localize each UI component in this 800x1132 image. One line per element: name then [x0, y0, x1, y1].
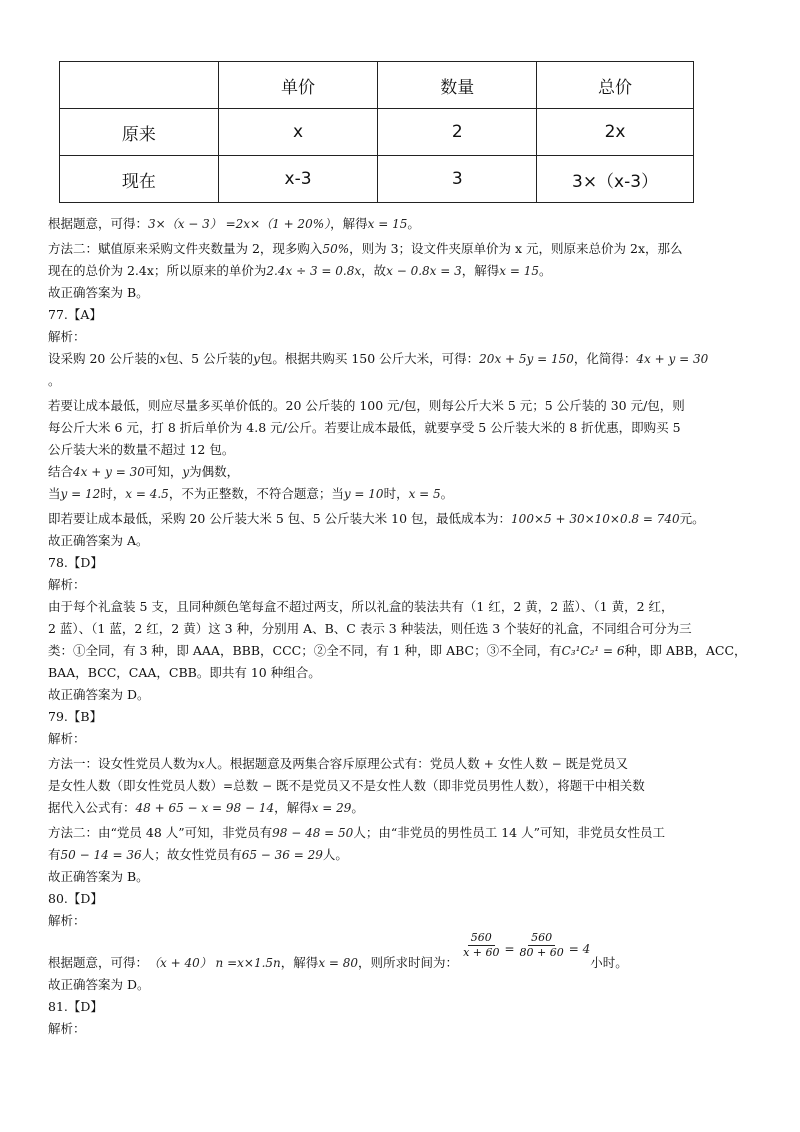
text-line [48, 238, 758, 260]
text-run: 。 [407, 216, 420, 231]
math-run: x = 15 [367, 217, 408, 231]
math-run: （x + 40） n =x×1.5n [148, 956, 281, 970]
text-run: ，不为正整数，不符合题意；当 [168, 486, 344, 501]
text-line [48, 530, 758, 552]
math-run: 65 − 36 = 29 [241, 848, 323, 862]
text-line [48, 706, 758, 728]
math-run: C₃¹C₂¹ = 6 [561, 644, 625, 658]
text-run: ，化简得： [573, 351, 637, 366]
text-run: 是女性人数（即女性党员人数） [48, 778, 224, 793]
fraction-numerator: 560 [528, 931, 555, 946]
text-run: 78.【D】 [48, 555, 103, 570]
text-run: 若要让成本最低，则应尽量多买单价低的。20 公斤装的 100 元/包，则每公斤大米 5 元；5 公斤装的 30 元/包，则 [48, 398, 685, 413]
text-run: 故正确答案为 D。 [48, 977, 150, 992]
table-cell: x-3 [218, 156, 378, 203]
text-line [48, 974, 758, 996]
math-run: 2.4x ÷ 3 = 0.8x [266, 264, 362, 278]
text-line [48, 888, 758, 910]
text-run: ，则所求时间为： [358, 955, 459, 970]
text-run: 每公斤大米 6 元，打 8 折后单价为 4.8 元/公斤。若要让成本最低，就要享受 5 公斤装大米的 8 折优惠，即购买 5 [48, 420, 681, 435]
table-cell: 3 [378, 156, 537, 203]
text-run: 79.【B】 [48, 709, 103, 724]
fraction-numerator: 560 [468, 931, 495, 946]
math-run: y = 10 [343, 487, 384, 501]
text-run: 类：①全同，有 3 种，即 AAA，BBB，CCC；②全不同，有 1 种，即 ABC；③不全同，有 [48, 643, 562, 658]
text-run: 。 [539, 263, 552, 278]
text-run: 即若要让成本最低，采购 20 公斤装大米 5 包、5 公斤装大米 10 包，最低成本为： [48, 511, 512, 526]
text-run: ，解得 [330, 216, 368, 231]
text-line [48, 439, 758, 461]
text-run: 为偶数， [189, 464, 240, 479]
table-cell: 2x [537, 109, 694, 156]
math-run: 50% [322, 242, 350, 256]
text-line [48, 483, 758, 505]
text-run: 解析： [48, 1021, 86, 1036]
text-run: ，则为 3；设文件夹原单价为 x 元，则原来总价为 2x，那么 [349, 241, 683, 256]
text-run: 77.【A】 [48, 307, 102, 322]
math-run: 4x + y = 30 [73, 465, 145, 479]
table-header-row [60, 62, 694, 109]
text-line [48, 996, 758, 1018]
table-header-unit-price: 单价 [218, 62, 378, 109]
math-run: x = 80 [318, 956, 359, 970]
math-run: 48 + 65 − x = 98 − 14 [135, 801, 275, 815]
text-line [48, 728, 758, 750]
math-run: x = 29 [311, 801, 352, 815]
math-run: 3×（x − 3） =2x×（1 + 20%） [148, 217, 331, 231]
solution-lines [48, 213, 758, 932]
solution-tail [48, 974, 758, 1040]
math-run: + [483, 757, 498, 771]
text-line [48, 797, 758, 819]
table-header-quantity: 数量 [378, 62, 537, 109]
text-run: 81.【D】 [48, 999, 103, 1014]
text-run: ，解得 [461, 263, 500, 278]
table-cell: 2 [378, 109, 537, 156]
text-run: 。 [351, 800, 364, 815]
text-line [48, 1018, 758, 1040]
text-run: 现在的总价为 2.4x；所以原来的单价为 [48, 263, 267, 278]
text-run: 方法二：赋值原来采购文件夹数量为 2，现多购入 [48, 241, 323, 256]
text-line [48, 910, 758, 932]
text-run: 公斤装大米的数量不超过 12 包。 [48, 442, 235, 457]
fraction-denominator: x + 60 [463, 946, 500, 959]
text-run: 解析： [48, 577, 86, 592]
table-row [60, 109, 694, 156]
fraction-denominator: 80 + 60 [519, 946, 564, 959]
math-run: y [253, 352, 260, 366]
math-run: y [182, 465, 190, 479]
text-line [48, 753, 758, 775]
text-run: 人；由“非党员的男性员工 14 人”可知，非党员女性员工 [353, 825, 665, 840]
text-run: 种，即 ABB，ACC， [624, 643, 747, 658]
text-run: 有 [48, 847, 61, 862]
text-line [48, 260, 758, 282]
text-run: 小时。 [590, 955, 628, 970]
text-run: ，故 [361, 263, 387, 278]
text-run: 结合 [48, 464, 74, 479]
text-line [48, 282, 758, 304]
formula-line-80 [48, 931, 758, 974]
text-run: 方法一：设女性党员人数为 [48, 756, 199, 771]
math-run: x = 4.5 [125, 487, 169, 501]
text-line [48, 552, 758, 574]
text-line [48, 844, 758, 866]
text-line [48, 618, 758, 640]
text-run: 当 [48, 486, 61, 501]
math-run: 50 − 14 = 36 [60, 848, 142, 862]
text-line [48, 775, 758, 797]
math-run: x [159, 352, 167, 366]
math-run: = [223, 779, 234, 793]
text-line [48, 370, 758, 392]
text-run: 。 [48, 373, 61, 388]
text-line [48, 395, 758, 417]
text-line [48, 866, 758, 888]
solution-text [48, 213, 758, 1040]
table-header-total: 总价 [537, 62, 694, 109]
math-run: x = 15 [499, 264, 540, 278]
text-line [48, 574, 758, 596]
math-run: = 4 [568, 942, 591, 956]
table-cell: 3×（x-3） [537, 156, 694, 203]
text-line [48, 304, 758, 326]
table-cell: 原来 [60, 109, 219, 156]
math-run: 20x + 5y = 150 [479, 352, 574, 366]
text-run: 总数 [233, 778, 263, 793]
text-line [48, 662, 758, 684]
text-run: 可知， [144, 464, 183, 479]
text-run: 80.【D】 [48, 891, 103, 906]
text-run: 设采购 20 公斤装的 [48, 351, 160, 366]
math-run: − [262, 779, 276, 793]
text-line [48, 326, 758, 348]
text-run: 根据题意，可得： [48, 955, 149, 970]
text-run: 据代入公式有： [48, 800, 136, 815]
text-run: 时， [100, 486, 126, 501]
table-cell: x [218, 109, 378, 156]
text-line [48, 640, 758, 662]
fraction [517, 931, 567, 960]
math-run: 100×5 + 30×10×0.8 = 740 [511, 512, 680, 526]
text-run: 根据题意，可得： [48, 216, 149, 231]
math-run: 4x + y = 30 [636, 352, 709, 366]
text-run: 既不是党员又不是女性人数（即非党员男性人数），将题干中相关数 [275, 778, 645, 793]
text-run: 故正确答案为 B。 [48, 285, 149, 300]
text-run: 故正确答案为 A。 [48, 533, 149, 548]
text-line [48, 213, 758, 235]
text-line [48, 822, 758, 844]
text-run: 元。 [679, 511, 705, 526]
text-line [48, 596, 758, 618]
text-run: 包。根据共购买 150 公斤大米，可得： [259, 351, 480, 366]
math-run: 98 − 48 = 50 [272, 826, 354, 840]
text-run: 人。 [322, 847, 348, 862]
table-cell: 现在 [60, 156, 219, 203]
text-line [48, 684, 758, 706]
text-run: 。 [440, 486, 454, 501]
text-line [48, 461, 758, 483]
math-run: = [504, 942, 515, 956]
math-run: x − 0.8x = 3 [386, 264, 462, 278]
table-cell [60, 62, 219, 109]
text-run: 解析： [48, 913, 86, 928]
table-row [60, 156, 694, 203]
text-run: 由于每个礼盒装 5 支，且同种颜色笔每盒不超过两支，所以礼盒的装法共有（1 红，2 黄，2 蓝）、（1 黄，2 红， [48, 599, 674, 614]
text-line [48, 417, 758, 439]
fraction [460, 931, 502, 960]
text-run: 2 蓝）、（1 蓝，2 红，2 黄）这 3 种，分别用 A、B、C 表示 3 种装法，则任选 3 个装好的礼盒，不同组合可分为三 [48, 621, 692, 636]
text-run: 解析： [48, 731, 86, 746]
math-run: x [198, 757, 205, 771]
text-line [48, 508, 758, 530]
math-run: x = 5 [408, 487, 441, 501]
text-run: 故正确答案为 D。 [48, 687, 150, 702]
text-line [48, 348, 758, 370]
price-comparison-table [59, 61, 694, 203]
math-run: − [551, 757, 566, 771]
math-run: y = 12 [60, 487, 101, 501]
text-run: ，解得 [274, 800, 312, 815]
text-run: 人。根据题意及两集合容斥原理公式有：党员人数 [204, 756, 484, 771]
text-run: 方法二：由“党员 48 人”可知，非党员有 [48, 825, 273, 840]
text-run: 包、5 公斤装的 [166, 351, 254, 366]
text-run: 人；故女性党员有 [141, 847, 242, 862]
text-run: 时， [383, 486, 409, 501]
text-run: BAA，BCC，CAA，CBB。即共有 10 种组合。 [48, 665, 321, 680]
text-run: ，解得 [280, 955, 319, 970]
text-run: 解析： [48, 329, 86, 344]
text-run: 既是党员又 [565, 756, 629, 771]
text-run: 故正确答案为 B。 [48, 869, 149, 884]
text-run: 女性人数 [497, 756, 552, 771]
